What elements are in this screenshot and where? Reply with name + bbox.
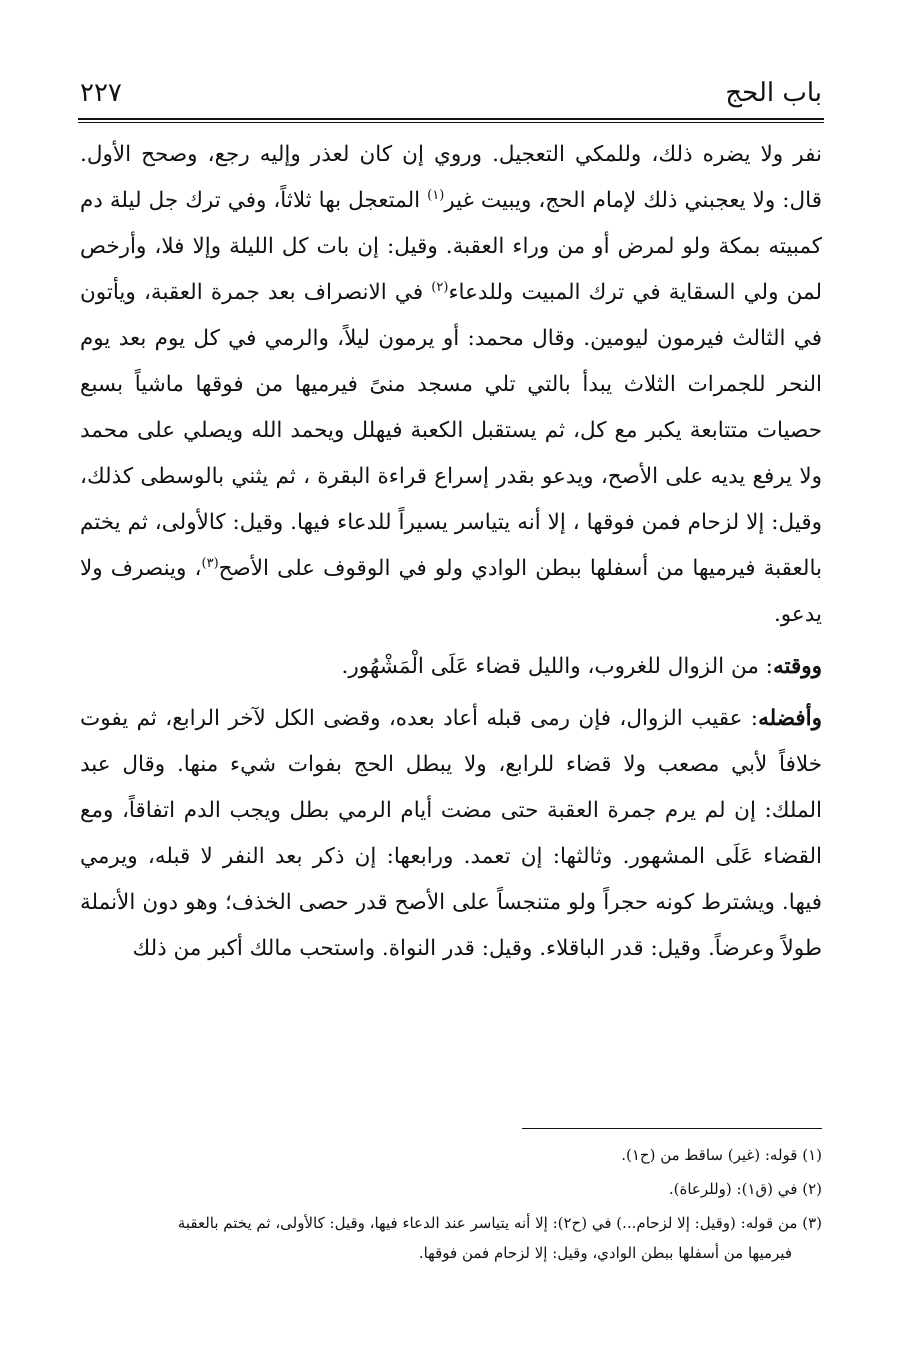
page-number: ٢٢٧ [80,78,122,108]
footnote-1: (١) قوله: (غير) ساقط من (ح١). [621,1146,822,1164]
paragraph-3-text: : عقيب الزوال، فإن رمى قبله أعاد بعده، وقضى الكل لآخر الرابع، ثم يفوت خلافاً لأبي مصعب ولا قضاء للرابع، ولا يبطل الحج بفوات شيء منها. وقال عبد الملك: إن لم يرم جمرة العقبة حتى مضت أيام الرمي بطل ويجب الدم اتفاقاً، ومع القضاء عَلَى المشهور. وثالثها: إن تعمد. ورابعها: إن ذكر بعد النفر لا قبله، ويرمي فيها. ويشترط كونه حجراً ولو متنجساً على الأصح قدر حصى الخذف؛ وهو دون الأنملة طولاً وعرضاً. وقيل: قدر الباقلاء. وقيل: قدر النواة. واستحب مالك أكبر من ذلك [80,706,822,961]
footnote-3 [80,1208,822,1268]
paragraph-1-part-b: المتعجل بها ثلاثاً، وفي ترك جل ليلة دم كمبيته بمكة ولو لمرض أو من وراء العقبة. وقيل: إن بات كل الليلة وإلا فلا، وأرخص لمن ولي السقاية في ترك المبيت وللدعاء [80,188,823,305]
paragraph-3-lead: وأفضله [758,706,822,731]
footnote-3-line-1: (٣) من قوله: (وقيل: إلا لزحام...) في (ح٢): إلا أنه يتياسر عند الدعاء فيها، وقيل: كالأولى، ثم يختم بالعقبة [177,1214,822,1232]
paragraph-3 [80,696,822,972]
paragraph-2 [80,644,822,690]
footnote-ref-1[interactable]: (١) [427,187,445,203]
footnote-3-line-2: فيرميها من أسفلها ببطن الوادي، وقيل: إلا لزحام فمن فوقها. [418,1244,792,1262]
chapter-title: باب الحج [725,78,822,108]
footnotes [80,1140,822,1272]
footnote-rule [522,1128,822,1129]
header-rule [78,118,824,123]
footnote-ref-2[interactable]: (٢) [431,279,449,295]
footnote-2: (٢) في (ق١): (وللرعاة). [668,1180,822,1198]
paragraph-1 [80,132,822,638]
main-text [80,132,822,972]
paragraph-2-text: : من الزوال للغروب، والليل قضاء عَلَى الْمَشْهُور. [341,654,773,679]
paragraph-2-lead: ووقته [772,654,822,679]
footnote-ref-3[interactable]: (٣) [201,555,219,571]
running-head [80,72,822,108]
paragraph-1-part-d: ، وينصرف ولا يدعو. [80,556,822,627]
paragraph-1-part-c: في الانصراف بعد جمرة العقبة، ويأتون في الثالث فيرمون ليومين. وقال محمد: أو يرمون ليلاً، والرمي في كل يوم بعد يوم النحر للجمرات الثلاث يبدأ بالتي تلي مسجد منىً فيرميها من فوقها ماشياً بسبع حصيات متتابعة يكبر مع كل، ثم يستقبل الكعبة فيهلل ويحمد الله ويصلي على محمد ولا يرفع يديه على الأصح، ويدعو بقدر إسراع قراءة البقرة ، ثم يثني بالوسطى كذلك، وقيل: إلا لزحام فمن فوقها ، إلا أنه يتياسر يسيراً للدعاء فيها. وقيل: كالأولى، ثم يختم بالعقبة فيرميها من أسفلها ببطن الوادي ولو في الوقوف على الأصح [80,280,822,581]
paragraph-1-part-a: نفر ولا يضره ذلك، وللمكي التعجيل. وروي إن كان لعذر وإليه رجع، وصحح الأول. قال: ولا يعجبني ذلك لإمام الحج، ويبيت غير [80,142,822,213]
